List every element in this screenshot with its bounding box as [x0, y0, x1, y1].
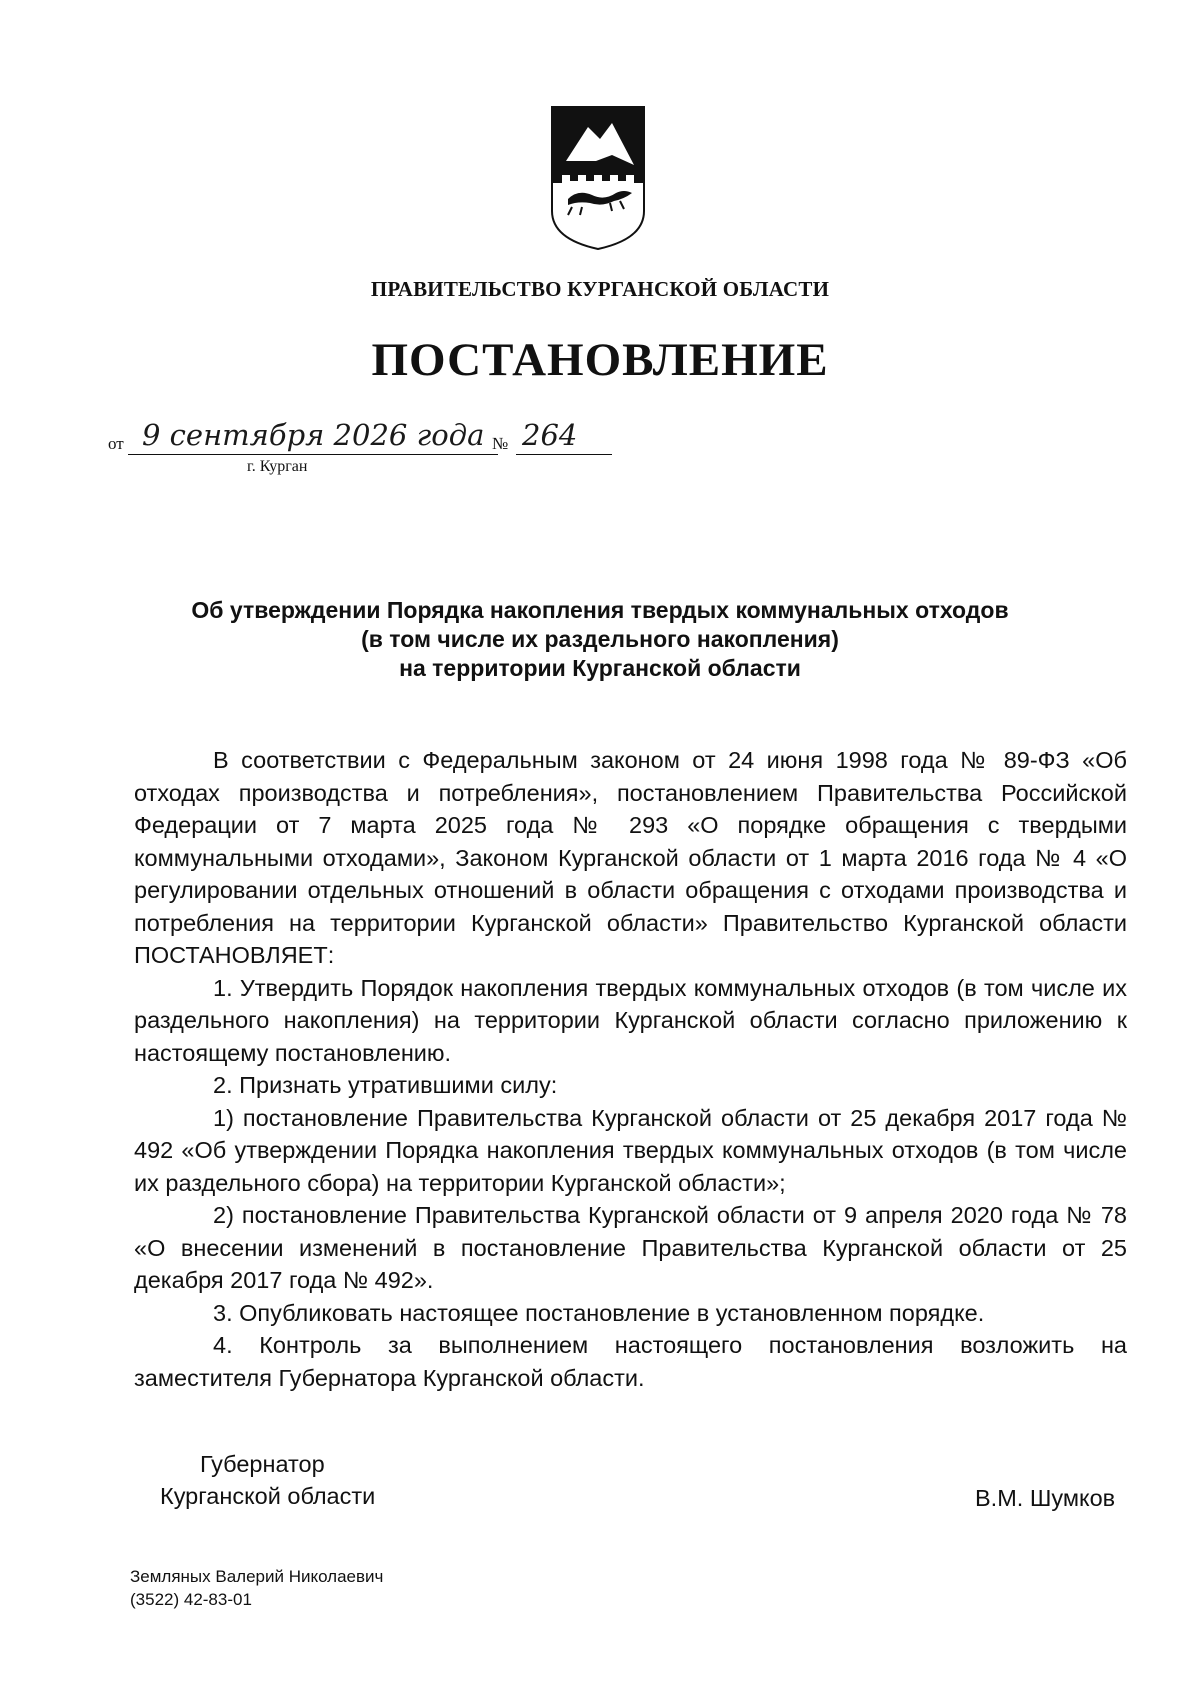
- preamble: В соответствии с Федеральным законом от 24 июня 1998 года № 89-ФЗ «Об отходах производства и потребления», постановлением Правительства Российской Федерации от 7 марта 2025 года № 293 «О порядке обращения с твердыми коммунальными отходами», Законом Курганской области от 1 марта 2016 года № 4 «О регулировании отдельных отношений в области обращения с отходами производства и потребления на территории Курганской области» Правительство Курганской области ПОСТАНОВЛЯЕТ:: [134, 747, 1127, 968]
- item-3: 3. Опубликовать настоящее постановление в установленном порядке.: [213, 1299, 985, 1326]
- position-line-1: Губернатор: [200, 1451, 325, 1477]
- item-2-2: 2) постановление Правительства Курганской области от 9 апреля 2020 года № 78 «О внесении изменений в постановление Правительства Курганской области от 25 декабря 2017 года № 492».: [134, 1202, 1127, 1293]
- document-type: ПОСТАНОВЛЕНИЕ: [371, 334, 829, 386]
- executor-phone: (3522) 42-83-01: [130, 1590, 252, 1609]
- document-number: 264: [516, 418, 612, 455]
- title-line-2: (в том числе их раздельного накопления): [361, 626, 839, 652]
- signatory-position: [160, 1448, 420, 1512]
- registration-line: [0, 418, 1200, 484]
- document-date: 9 сентября 2026 года: [128, 418, 498, 455]
- executor-block: [130, 1565, 383, 1611]
- item-4: 4. Контроль за выполнением настоящего постановления возложить на заместителя Губернатора Курганской области.: [134, 1332, 1127, 1391]
- number-prefix: №: [492, 434, 509, 453]
- item-2: 2. Признать утратившими силу:: [213, 1072, 558, 1098]
- document-title: [120, 596, 1080, 683]
- date-prefix: от: [108, 434, 124, 453]
- item-1: 1. Утвердить Порядок накопления твердых коммунальных отходов (в том числе их раздельного накопления) на территории Курганской области согласно приложению к настоящему постановлению.: [134, 974, 1127, 1066]
- government-name: ПРАВИТЕЛЬСТВО КУРГАНСКОЙ ОБЛАСТИ: [370, 277, 830, 301]
- city: г. Курган: [247, 458, 308, 475]
- executor-name: Земляных Валерий Николаевич: [130, 1567, 384, 1586]
- title-line-3: на территории Курганской области: [399, 655, 801, 681]
- item-2-1: 1) постановление Правительства Курганской области от 25 декабря 2017 года № 492 «Об утверждении Порядка накопления твердых коммунальных отходов (в том числе их раздельного сбора) на территории Курганской области»;: [134, 1104, 1127, 1196]
- title-line-1: Об утверждении Порядка накопления твердых коммунальных отходов: [191, 597, 1009, 623]
- document-body: [134, 744, 1127, 1394]
- position-line-2: Курганской области: [160, 1483, 376, 1509]
- signatory-name: В.М. Шумков: [975, 1485, 1116, 1511]
- coat-of-arms-icon: [548, 103, 648, 253]
